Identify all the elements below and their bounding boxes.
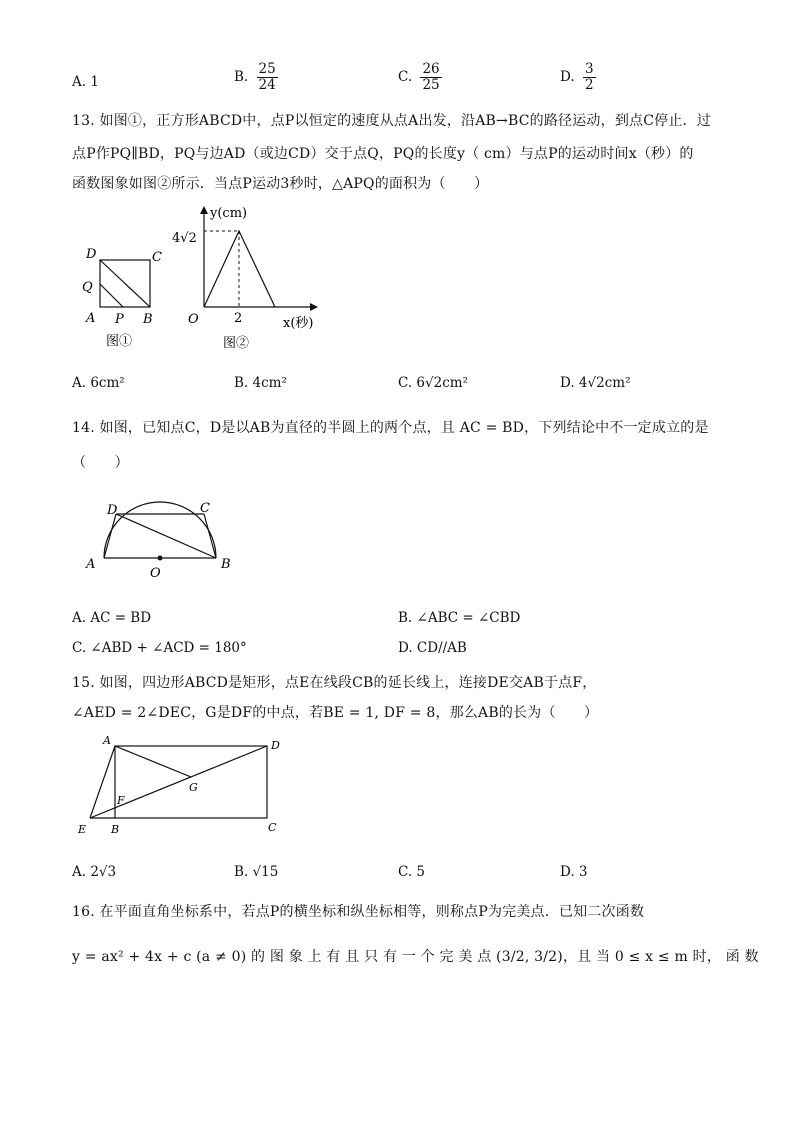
q13-text-line-3: 函数图象如图②所示．当点P运动3秒时，△APQ的面积为（ ） bbox=[72, 176, 489, 192]
q15-option-c: C. 5 bbox=[398, 864, 426, 880]
q13-fig1-caption: 图① bbox=[106, 334, 133, 349]
q12-option-c-numerator: 26 bbox=[422, 61, 440, 77]
q15-label-e: E bbox=[78, 823, 87, 836]
q12-option-c-denominator: 25 bbox=[422, 76, 440, 93]
q16-text-line-2: y = ax² + 4x + c (a ≠ 0) 的 图 象 上 有 且 只 有 一 个 完 美 点 (3/2, 3/2)，且 当 0 ≤ x ≤ m 时， 函 数 bbox=[72, 949, 759, 965]
q15-label-f: F bbox=[117, 794, 125, 807]
q15-option-b: B. √15 bbox=[234, 864, 279, 880]
q14-label-c: C bbox=[200, 501, 210, 516]
q15-option-a: A. 2√3 bbox=[72, 864, 117, 880]
q14-figure bbox=[80, 490, 250, 585]
q14-text-line-1: 14. 如图，已知点C，D是以AB为直径的半圆上的两个点，且 AC = BD，下列结论中不一定成立的是 bbox=[72, 420, 709, 436]
q15-label-a: A bbox=[103, 734, 111, 747]
q13-figures bbox=[70, 200, 340, 360]
q13-fig2-y-label: y(cm) bbox=[210, 206, 248, 221]
q14-label-a: A bbox=[86, 557, 96, 572]
q13-fig1-label-c: C bbox=[152, 250, 162, 265]
q13-fig1-label-d: D bbox=[86, 247, 97, 262]
q13-fig2-y-arrow bbox=[200, 206, 208, 214]
q14-segment-cb bbox=[204, 514, 216, 558]
q15-label-d: D bbox=[271, 739, 280, 752]
q13-fig2-caption: 图② bbox=[223, 336, 250, 351]
q14-label-o: O bbox=[150, 566, 161, 581]
q12-option-c bbox=[398, 62, 442, 93]
q15-option-d: D. 3 bbox=[560, 864, 588, 880]
q12-option-b bbox=[234, 62, 278, 93]
q15-figure bbox=[70, 732, 290, 842]
q15-segment-ag bbox=[115, 746, 191, 777]
q15-label-c: C bbox=[268, 821, 277, 834]
q13-fig1-label-a: A bbox=[86, 311, 96, 326]
q13-text-line-1: 13. 如图①，正方形ABCD中，点P以恒定的速度从点A出发，沿AB→BC的路径运动，到点C停止．过 bbox=[72, 113, 711, 129]
q13-fig2-x-label: x(秒) bbox=[283, 316, 314, 331]
q13-fig2-y-tick: 4√2 bbox=[172, 231, 197, 246]
q13-fig1-diagonal-bd bbox=[100, 260, 150, 307]
q12-option-d-numerator: 3 bbox=[584, 61, 594, 77]
q12-option-b-label: B. bbox=[234, 68, 249, 85]
q12-option-a: A. 1 bbox=[72, 74, 99, 90]
q15-segment-ed bbox=[90, 746, 267, 818]
q12-option-b-numerator: 25 bbox=[258, 61, 276, 77]
q14-label-b: B bbox=[221, 557, 231, 572]
q15-label-b: B bbox=[111, 823, 120, 836]
q14-option-a: A. AC = BD bbox=[72, 610, 152, 626]
q13-option-b: B. 4cm² bbox=[234, 375, 287, 391]
q15-text-line-1: 15. 如图，四边形ABCD是矩形，点E在线段CB的延长线上，连接DE交AB于点F， bbox=[72, 675, 597, 691]
q13-fig1-label-p: P bbox=[115, 312, 124, 327]
q14-center-dot bbox=[158, 556, 163, 561]
q13-option-d: D. 4√2cm² bbox=[560, 375, 631, 391]
q12-option-d bbox=[560, 62, 596, 93]
q14-option-b: B. ∠ABC = ∠CBD bbox=[398, 610, 521, 626]
q16-text-line-1: 16. 在平面直角坐标系中，若点P的横坐标和纵坐标相等，则称点P为完美点．已知二次函数 bbox=[72, 904, 645, 920]
q13-fig1-label-q: Q bbox=[82, 280, 93, 295]
q14-segment-ad bbox=[104, 514, 116, 558]
q12-option-b-denominator: 24 bbox=[258, 76, 276, 93]
q15-segment-ea bbox=[90, 746, 115, 818]
q13-option-c: C. 6√2cm² bbox=[398, 375, 468, 391]
q14-text-line-2: （ ） bbox=[72, 455, 129, 471]
q12-option-c-label: C. bbox=[398, 68, 413, 85]
q15-label-g: G bbox=[189, 781, 198, 794]
q14-label-d: D bbox=[107, 503, 118, 518]
q12-option-d-label: D. bbox=[560, 68, 575, 85]
q13-fig2-x-tick: 2 bbox=[234, 311, 243, 326]
q13-text-line-2: 点P作PQ∥BD，PQ与边AD（或边CD）交于点Q，PQ的长度y（ cm）与点P的运动时间x（秒）的 bbox=[72, 146, 694, 162]
q13-fig2-x-arrow bbox=[310, 303, 318, 311]
q13-fig2-origin: O bbox=[188, 312, 199, 327]
q14-option-c: C. ∠ABD + ∠ACD = 180° bbox=[72, 640, 247, 656]
q13-fig1-segment-pq bbox=[100, 284, 123, 307]
q14-option-d: D. CD//AB bbox=[398, 640, 467, 656]
q13-option-a: A. 6cm² bbox=[72, 375, 125, 391]
q15-text-line-2: ∠AED = 2∠DEC，G是DF的中点，若BE = 1, DF = 8，那么AB的长为（ ） bbox=[72, 705, 599, 721]
q13-fig1-label-b: B bbox=[143, 312, 153, 327]
q12-option-d-denominator: 2 bbox=[584, 76, 594, 93]
